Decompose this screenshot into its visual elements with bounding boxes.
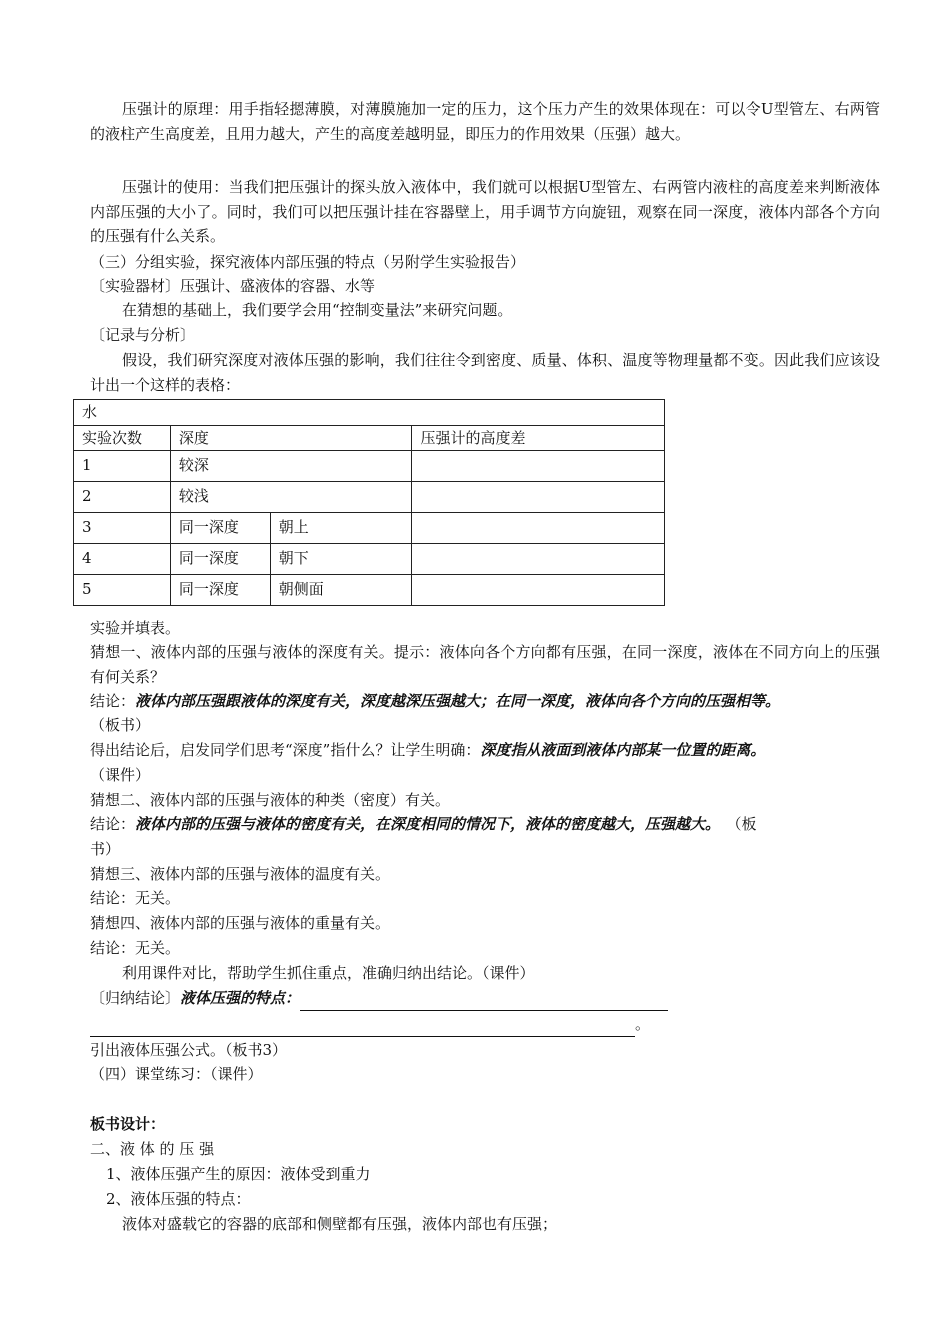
section4-line: （四）课堂练习：（课件） — [90, 1065, 263, 1083]
table-row — [74, 575, 665, 606]
table-row — [74, 544, 665, 575]
guess1-paragraph: 猜想一、液体内部的压强与液体的深度有关。提示：液体向各个方向都有压强，在同一深度，液体在不同方向上的压强有何关系？ — [90, 643, 880, 686]
guess2-line: 猜想二、液体内部的压强与液体的种类（密度）有关。 — [90, 791, 451, 809]
conclusion-label: 结论： — [90, 692, 136, 710]
table-row — [74, 451, 665, 482]
summary-bold: 液体压强的特点： — [180, 989, 301, 1007]
table-cell: 同一深度 — [170, 544, 270, 575]
liquid-cell: 水 — [74, 400, 665, 426]
summary-continuation-line — [90, 1012, 650, 1037]
courseware-compare-line: 利用课件对比，帮助学生抓住重点，准确归纳出结论。（课件） — [122, 964, 535, 982]
principle-paragraph — [90, 97, 880, 146]
table-cell — [412, 575, 665, 606]
record-label: 〔记录与分析〕 — [90, 326, 196, 344]
conclusion3-line: 结论：无关。 — [90, 889, 181, 907]
table-cell — [412, 451, 665, 482]
principle-text: 压强计的原理：用手指轻摁薄膜，对薄膜施加一定的压力，这个压力产生的效果体现在：可以令U型管左、右两管的液柱产生高度差，且用力越大，产生的高度差越明显，即压力的作用效果（压强）越大。 — [90, 100, 880, 143]
control-variable-line: 在猜想的基础上，我们要学会用“控制变量法”来研究问题。 — [122, 301, 513, 319]
table-cell — [412, 544, 665, 575]
fill-table-line: 实验并填表。 — [90, 619, 181, 637]
table-header-row — [74, 425, 665, 451]
summary-blank-2[interactable] — [90, 1018, 635, 1037]
board-note: （板书） — [90, 716, 151, 734]
board-item2: 2、液体压强的特点： — [106, 1190, 251, 1208]
table-cell: 4 — [74, 544, 171, 575]
table-cell — [412, 482, 665, 513]
section3-title: （三）分组实验，探究液体内部压强的特点（另附学生实验报告） — [90, 253, 526, 271]
depth-question: 得出结论后，启发同学们思考“深度”指什么？让学生明确： — [90, 741, 481, 759]
experiment-table — [73, 399, 665, 606]
equipment-line: 〔实验器材〕压强计、盛液体的容器、水等 — [90, 277, 376, 295]
table-cell: 同一深度 — [170, 575, 270, 606]
assume-paragraph — [90, 348, 880, 397]
conclusion1-text: 液体内部压强跟液体的深度有关，深度越深压强越大；在同一深度，液体向各个方向的压强相等。 — [135, 692, 781, 710]
board-design-title: 板书设计： — [90, 1115, 166, 1133]
usage-text: 压强计的使用：当我们把压强计的探头放入液体中，我们就可以根据U型管左、右两管内液柱的高度差来判断液体内部压强的大小了。同时，我们可以把压强计挂在容器壁上，用手调节方向旋钮，观察在同一深度，液体内部各个方向的压强有什么关系。 — [90, 178, 880, 245]
board-title: 二、液 体 的 压 强 — [90, 1140, 215, 1158]
guess3-line: 猜想三、液体内部的压强与液体的温度有关。 — [90, 865, 391, 883]
table-cell: 1 — [74, 451, 171, 482]
depth-question-line — [90, 738, 765, 763]
guess4-line: 猜想四、液体内部的压强与液体的重量有关。 — [90, 914, 391, 932]
table-cell: 较浅 — [170, 482, 412, 513]
table-row — [74, 482, 665, 513]
summary-line — [90, 986, 668, 1011]
conclusion2-note-a: （板 — [734, 815, 757, 833]
conclusion2-text: 液体内部的压强与液体的密度有关，在深度相同的情况下，液体的密度越大，压强越大。 — [135, 815, 721, 833]
courseware-note: （课件） — [90, 766, 151, 784]
table-cell: 3 — [74, 513, 171, 544]
board-item2-text: 液体对盛载它的容器的底部和侧壁都有压强，液体内部也有压强； — [122, 1215, 558, 1233]
table-row — [74, 513, 665, 544]
table-cell: 2 — [74, 482, 171, 513]
board-item1: 1、液体压强产生的原因：液体受到重力 — [106, 1165, 371, 1183]
summary-end: 。 — [635, 1015, 651, 1033]
assume-text: 假设，我们研究深度对液体压强的影响，我们往往令到密度、质量、体积、温度等物理量都不变。因此我们应该设计出一个这样的表格： — [90, 351, 880, 394]
usage-paragraph — [90, 175, 880, 249]
table-cell — [412, 513, 665, 544]
table-cell: 朝上 — [270, 513, 412, 544]
depth-answer: 深度指从液面到液体内部某一位置的距离。 — [480, 741, 766, 759]
summary-blank[interactable] — [300, 992, 668, 1011]
summary-label: 〔归纳结论〕 — [90, 989, 181, 1007]
table-row — [74, 400, 665, 426]
table-cell: 朝侧面 — [270, 575, 412, 606]
table-cell: 较深 — [170, 451, 412, 482]
conclusion-label: 结论： — [90, 815, 136, 833]
header-cell: 压强计的高度差 — [412, 425, 665, 451]
conclusion4-line: 结论：无关。 — [90, 939, 181, 957]
formula-line: 引出液体压强公式。（板书3） — [90, 1041, 288, 1059]
table-cell: 5 — [74, 575, 171, 606]
conclusion2-note-b: 书） — [90, 840, 121, 858]
table-cell: 朝下 — [270, 544, 412, 575]
header-cell: 实验次数 — [74, 425, 171, 451]
conclusion2-line — [90, 812, 757, 837]
conclusion1-line — [90, 689, 780, 714]
table-cell: 同一深度 — [170, 513, 270, 544]
header-cell: 深度 — [170, 425, 412, 451]
